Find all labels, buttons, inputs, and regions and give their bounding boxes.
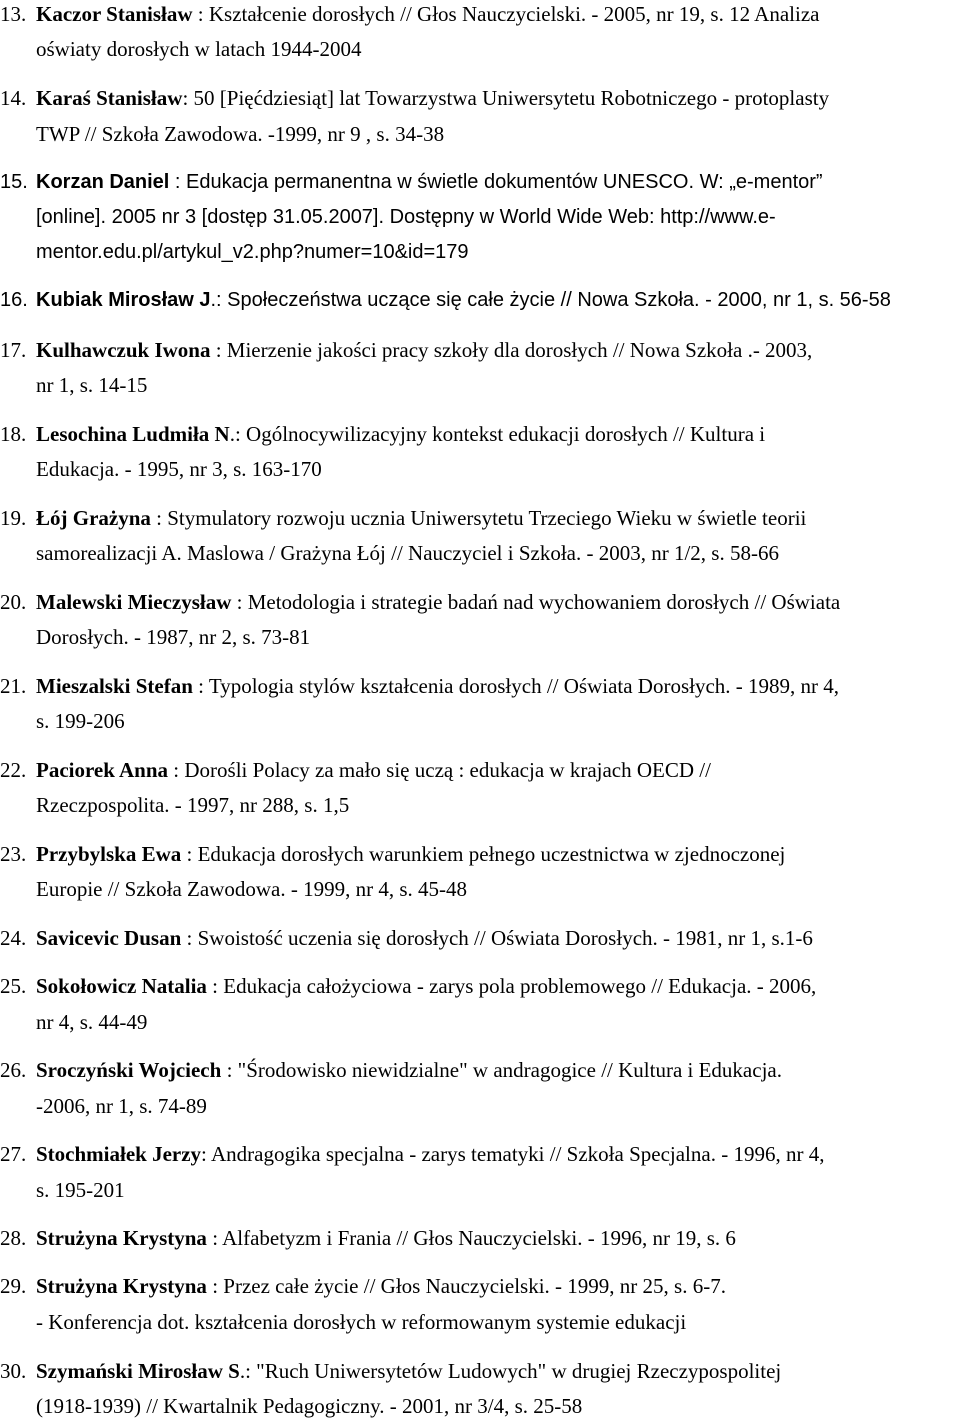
entry-text: .: "Ruch Uniwersytetów Ludowych" w drugiej Rzeczypospolitej <box>239 1359 782 1383</box>
entry-line <box>0 1276 726 1297</box>
entry-text: : Dorośli Polacy za mało się uczą : edukacja w krajach OECD // <box>168 758 711 782</box>
entry-line <box>0 928 813 949</box>
entry-author: Kulhawczuk Iwona <box>36 338 211 362</box>
entry-author: Strużyna Krystyna <box>36 1274 207 1298</box>
entry-text: : Edukacja całożyciowa - zarys pola problemowego // Edukacja. - 2006, <box>206 974 817 998</box>
entry-line <box>0 88 829 109</box>
entry-author: Korzan Daniel <box>36 171 170 193</box>
entry-text: : Stymulatory rozwoju ucznia Uniwersytetu Trzeciego Wieku w świetle teorii <box>150 506 807 530</box>
entry-number: 28. <box>0 1226 27 1250</box>
entry-author: Lesochina Ludmiła N <box>36 422 230 446</box>
entry-text: : Alfabetyzm i Frania // Głos Nauczycielski. - 1996, nr 19, s. 6 <box>206 1226 736 1250</box>
entry-line <box>0 340 812 361</box>
entry-note: - Konferencja dot. kształcenia dorosłych w reformowanym systemie edukacji <box>36 1310 687 1334</box>
entry-text-continuation: TWP // Szkoła Zawodowa. -1999, nr 9 , s. 34-38 <box>36 122 445 146</box>
entry-line <box>0 1361 781 1382</box>
entry-number: 29. <box>0 1274 27 1298</box>
entry-number: 24. <box>0 926 27 950</box>
entry-line <box>0 172 823 192</box>
entry-text-continuation: Europie // Szkoła Zawodowa. - 1999, nr 4, s. 45-48 <box>36 877 468 901</box>
entry-number: 15. <box>0 171 28 193</box>
entry-number: 17. <box>0 338 27 362</box>
entry-author: Sokołowicz Natalia <box>36 974 207 998</box>
entry-text-continuation: (1918-1939) // Kwartalnik Pedagogiczny. - 2001, nr 3/4, s. 25-58 <box>36 1394 583 1418</box>
entry-author: Przybylska Ewa <box>36 842 182 866</box>
entry-line <box>0 1144 824 1165</box>
entry-line <box>0 290 891 310</box>
entry-text-continuation: s. 199-206 <box>36 709 125 733</box>
entry-author: Stochmiałek Jerzy <box>36 1142 202 1166</box>
entry-text-continuation: oświaty dorosłych w latach 1944-2004 <box>36 37 362 61</box>
entry-text: : "Środowisko niewidzialne" w andragogice // Kultura i Edukacja. <box>221 1058 782 1082</box>
entry-text-continuation: Dorosłych. - 1987, nr 2, s. 73-81 <box>36 625 311 649</box>
entry-text-continuation: Edukacja. - 1995, nr 3, s. 163-170 <box>36 457 322 481</box>
entry-number: 26. <box>0 1058 27 1082</box>
entry-text: .: Ogólnocywilizacyjny kontekst edukacji dorosłych // Kultura i <box>229 422 766 446</box>
entry-line <box>0 844 785 865</box>
entry-text: : Metodologia i strategie badań nad wychowaniem dorosłych // Oświata <box>231 590 841 614</box>
entry-line <box>0 676 839 697</box>
entry-number: 20. <box>0 590 27 614</box>
entry-text-continuation: mentor.edu.pl/artykul_v2.php?numer=10&id=179 <box>36 241 469 263</box>
entry-author: Sroczyński Wojciech <box>36 1058 222 1082</box>
entry-text: : Kształcenie dorosłych // Głos Nauczycielski. - 2005, nr 19, s. 12 Analiza <box>192 2 820 26</box>
entry-line <box>0 1228 736 1249</box>
entry-author: Paciorek Anna <box>36 758 169 782</box>
entry-author: Kubiak Mirosław J <box>36 289 211 311</box>
entry-author: Malewski Mieczysław <box>36 590 232 614</box>
entry-text: : Swoistość uczenia się dorosłych // Oświata Dorosłych. - 1981, nr 1, s.1-6 <box>181 926 813 950</box>
entry-author: Szymański Mirosław S <box>36 1359 240 1383</box>
entry-line <box>0 592 840 613</box>
entry-number: 23. <box>0 842 27 866</box>
entry-text: : Przez całe życie // Głos Nauczycielski. - 1999, nr 25, s. 6-7. <box>206 1274 726 1298</box>
entry-text-continuation: -2006, nr 1, s. 74-89 <box>36 1094 207 1118</box>
entry-line <box>0 424 765 445</box>
entry-number: 30. <box>0 1359 27 1383</box>
entry-text: : Typologia stylów kształcenia dorosłych // Oświata Dorosłych. - 1989, nr 4, <box>192 674 840 698</box>
entry-line <box>0 1060 782 1081</box>
entry-number: 19. <box>0 506 27 530</box>
entry-author: Savicevic Dusan <box>36 926 182 950</box>
entry-text: : Edukacja dorosłych warunkiem pełnego uczestnictwa w zjednoczonej <box>181 842 786 866</box>
entry-text: : 50 [Pięćdziesiąt] lat Towarzystwa Uniwersytetu Robotniczego - protoplasty <box>182 86 830 110</box>
entry-number: 21. <box>0 674 27 698</box>
entry-text-continuation: nr 4, s. 44-49 <box>36 1010 148 1034</box>
entry-number: 13. <box>0 2 27 26</box>
entry-text: .: Społeczeństwa uczące się całe życie // Nowa Szkoła. - 2000, nr 1, s. 56-58 <box>210 289 891 311</box>
entry-text-continuation: Rzeczpospolita. - 1997, nr 288, s. 1,5 <box>36 793 350 817</box>
entry-text-continuation: s. 195-201 <box>36 1178 125 1202</box>
entry-number: 27. <box>0 1142 27 1166</box>
entry-text: : Andragogika specjalna - zarys tematyki // Szkoła Specjalna. - 1996, nr 4, <box>201 1142 825 1166</box>
entry-author: Kaczor Stanisław <box>36 2 193 26</box>
entry-text: : Mierzenie jakości pracy szkoły dla dorosłych // Nowa Szkoła .- 2003, <box>210 338 813 362</box>
entry-author: Mieszalski Stefan <box>36 674 193 698</box>
entry-number: 14. <box>0 86 27 110</box>
entry-line <box>0 976 816 997</box>
entry-line <box>0 4 819 25</box>
entry-line <box>0 760 711 781</box>
entry-number: 18. <box>0 422 27 446</box>
entry-author: Strużyna Krystyna <box>36 1226 207 1250</box>
entry-text-continuation: nr 1, s. 14-15 <box>36 373 148 397</box>
entry-author: Karaś Stanisław <box>36 86 183 110</box>
entry-author: Łój Grażyna <box>36 506 151 530</box>
entry-text-continuation: samorealizacji A. Maslowa / Grażyna Łój // Nauczyciel i Szkoła. - 2003, nr 1/2, s. 58-66 <box>36 541 779 565</box>
entry-number: 22. <box>0 758 27 782</box>
entry-line <box>0 508 806 529</box>
entry-text: : Edukacja permanentna w świetle dokumentów UNESCO. W: „e-mentor” <box>169 171 823 193</box>
entry-number: 25. <box>0 974 27 998</box>
entry-number: 16. <box>0 289 28 311</box>
entry-text-continuation: [online]. 2005 nr 3 [dostęp 31.05.2007]. Dostępny w World Wide Web: http://www.e- <box>36 206 776 228</box>
